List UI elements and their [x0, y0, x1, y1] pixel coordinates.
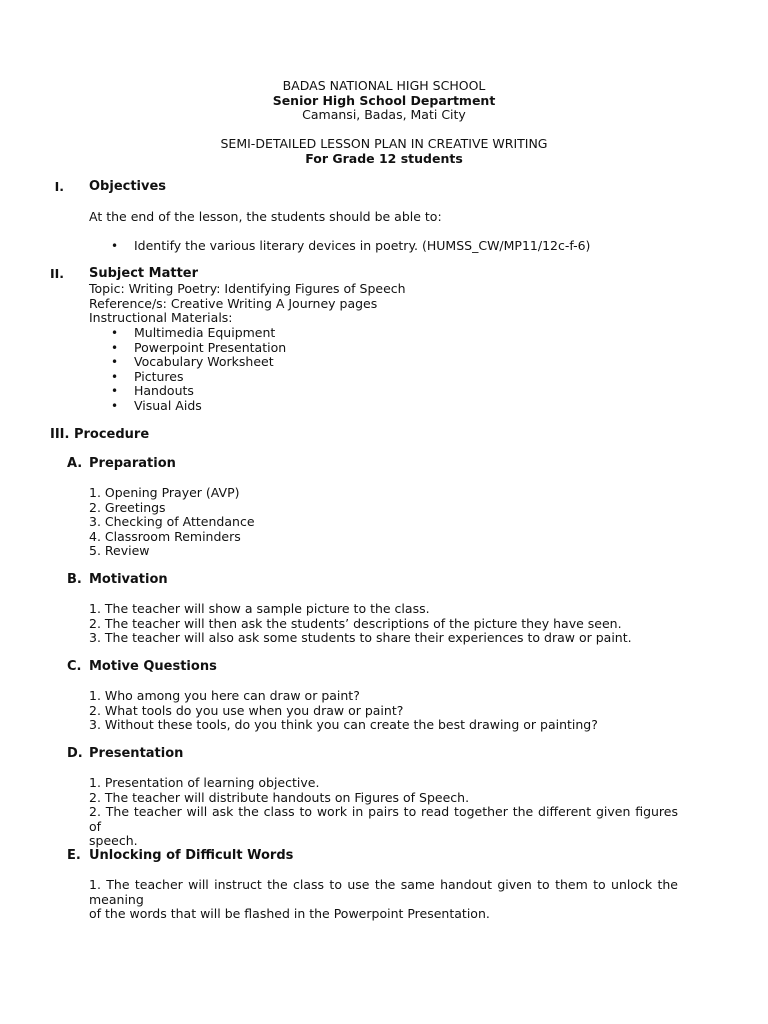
motivation-heading: Motivation	[89, 572, 168, 587]
paragraph-line: of the words that will be flashed in the Powerpoint Presentation.	[89, 906, 490, 921]
list-item: 2. The teacher will distribute handouts on Figures of Speech.	[89, 789, 470, 805]
presentation-heading: Presentation	[89, 746, 184, 761]
school-name: BADAS NATIONAL HIGH SCHOOL	[282, 78, 486, 93]
motive-questions-letter: C.	[67, 659, 82, 674]
list-item: 3. The teacher will also ask some students to share their experiences to draw or paint.	[89, 630, 632, 646]
paragraph-line: speech.	[89, 833, 138, 848]
list-item: 1. Who among you here can draw or paint?	[89, 688, 360, 703]
subject-reference: Reference/s: Creative Writing A Journey pages	[89, 296, 378, 311]
materials-label: Instructional Materials:	[89, 310, 233, 325]
materials-list	[107, 326, 286, 414]
presentation-list	[89, 776, 469, 805]
list-item: • Visual Aids	[107, 399, 286, 414]
objectives-list	[107, 239, 590, 254]
subject-topic: Topic: Writing Poetry: Identifying Figures of Speech	[89, 281, 406, 296]
list-item: 5. Review	[89, 543, 150, 559]
lesson-plan-title: SEMI-DETAILED LESSON PLAN IN CREATIVE WRITING	[220, 136, 548, 151]
paragraph-line: 2. The teacher will ask the class to work in pairs to read together the different given figures of	[89, 804, 678, 834]
objectives-numeral: I.	[54, 179, 64, 194]
list-item: 1. Presentation of learning objective.	[89, 775, 320, 790]
list-item: • Multimedia Equipment	[107, 326, 286, 341]
unlocking-item-1	[89, 878, 678, 922]
list-item: 4. Classroom Reminders	[89, 528, 241, 544]
department-name: Senior High School Department	[272, 93, 496, 108]
motive-questions-list	[89, 689, 598, 733]
subject-matter-heading: Subject Matter	[89, 266, 199, 281]
unlocking-heading: Unlocking of Difficult Words	[89, 848, 294, 863]
list-item: • Vocabulary Worksheet	[107, 355, 286, 370]
presentation-letter: D.	[67, 746, 83, 761]
preparation-letter: A.	[67, 456, 83, 471]
grade-level: For Grade 12 students	[305, 151, 463, 166]
procedure-heading: III. Procedure	[50, 427, 150, 442]
objectives-heading: Objectives	[89, 179, 167, 194]
subject-matter-numeral: II.	[49, 266, 64, 281]
motivation-letter: B.	[67, 572, 82, 587]
presentation-item-3	[89, 805, 678, 849]
list-item: 2. Greetings	[89, 499, 166, 515]
list-item: 2. The teacher will then ask the students’ descriptions of the picture they have seen.	[89, 615, 622, 631]
list-item: 1. The teacher will show a sample picture to the class.	[89, 601, 430, 616]
list-item: • Handouts	[107, 384, 286, 399]
objectives-intro: At the end of the lesson, the students should be able to:	[89, 209, 442, 224]
list-item: 1. Opening Prayer (AVP)	[89, 485, 240, 500]
list-item: • Powerpoint Presentation	[107, 341, 286, 356]
unlocking-letter: E.	[67, 848, 81, 863]
paragraph-line: 1. The teacher will instruct the class to use the same handout given to them to unlock the meaning	[89, 877, 678, 907]
list-item: 3. Without these tools, do you think you can create the best drawing or painting?	[89, 717, 598, 733]
preparation-list	[89, 486, 255, 559]
list-item: 2. What tools do you use when you draw or paint?	[89, 702, 404, 718]
list-item: • Pictures	[107, 370, 286, 385]
list-item: • Identify the various literary devices in poetry. (HUMSS_CW/MP11/12c-f-6)	[107, 239, 590, 254]
school-address: Camansi, Badas, Mati City	[302, 107, 466, 122]
motive-questions-heading: Motive Questions	[89, 659, 217, 674]
preparation-heading: Preparation	[89, 456, 176, 471]
motivation-list	[89, 602, 632, 646]
list-item: 3. Checking of Attendance	[89, 514, 255, 530]
